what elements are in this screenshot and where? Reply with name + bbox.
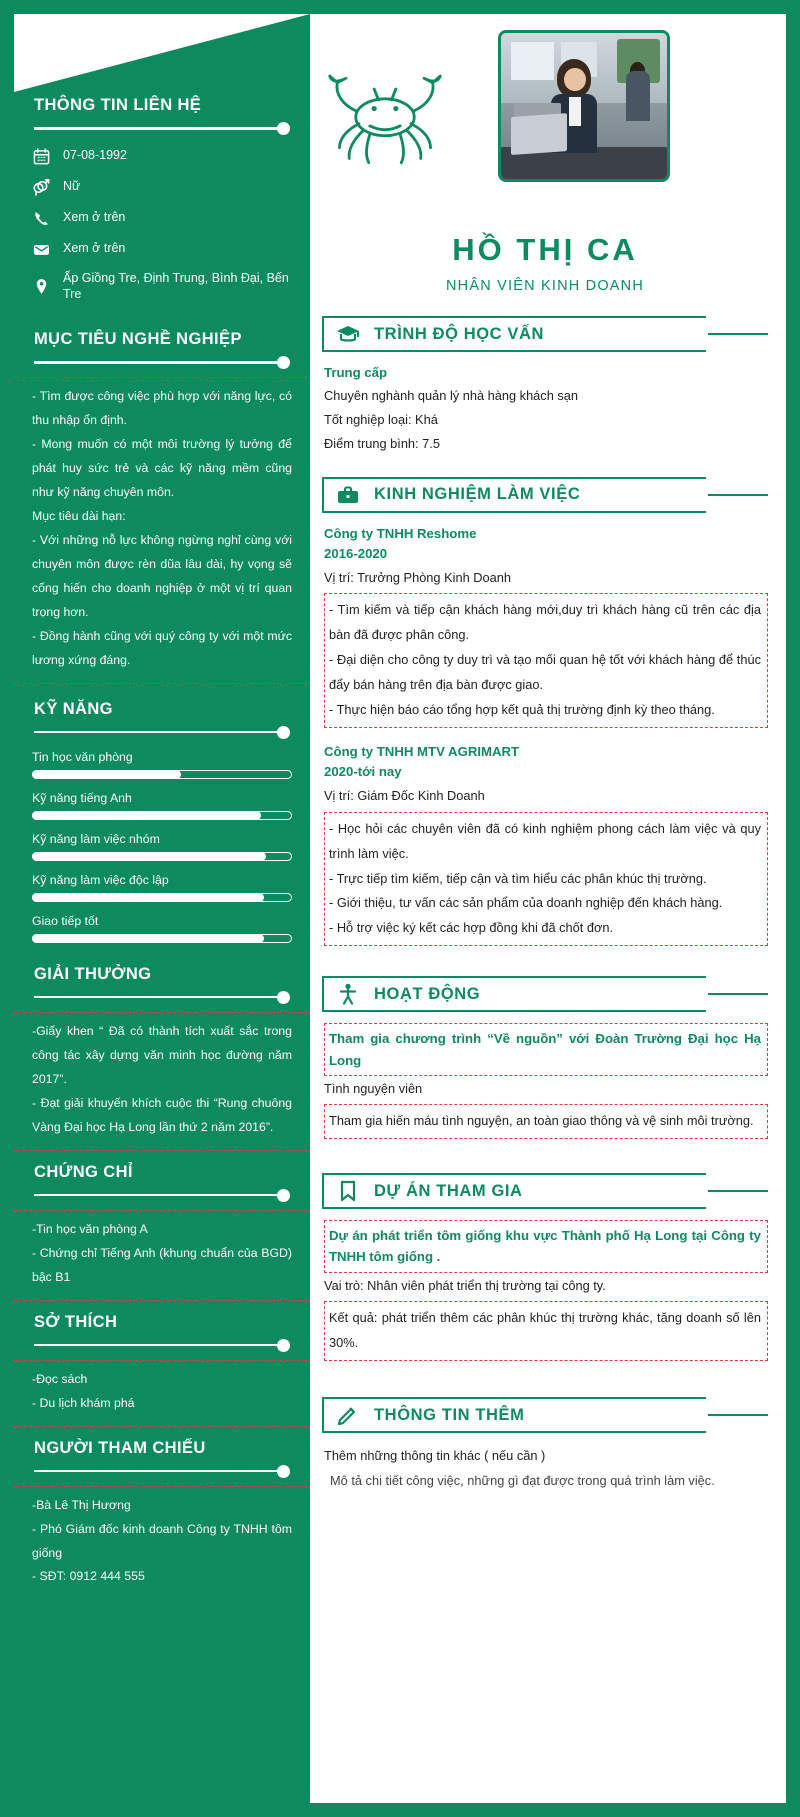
contact-item-address <box>32 271 292 302</box>
activity-detail-box <box>324 1104 768 1139</box>
additional-line-0: Thêm những thông tin khác ( nếu cần ) <box>324 1448 546 1464</box>
divider <box>14 1486 310 1487</box>
page-border-left <box>0 0 14 1817</box>
activity-detail: Tham gia hiến máu tình nguyện, an toàn giao thông và vệ sinh môi trường. <box>329 1113 754 1129</box>
contact-value: 07-08-1992 <box>63 148 127 163</box>
contact-item-gender <box>32 178 292 196</box>
sidebar-section-awards <box>32 965 292 1003</box>
calendar-icon <box>32 147 50 165</box>
hobbies-body <box>32 1368 292 1416</box>
skill-item <box>32 914 292 943</box>
briefcase-icon <box>336 484 360 506</box>
skill-item <box>32 832 292 861</box>
job-company: Công ty TNHH Reshome <box>324 525 477 541</box>
sidebar-title-certificates: CHỨNG CHỈ <box>34 1162 133 1181</box>
duty-item: - Thực hiện báo cáo tổng hợp kết quả thị trường định kỳ theo tháng. <box>329 702 715 718</box>
job-company: Công ty TNHH MTV AGRIMART <box>324 744 520 759</box>
sidebar-rule <box>32 356 292 368</box>
skill-label: Giao tiếp tốt <box>32 913 99 928</box>
job-duties <box>324 593 768 728</box>
skill-label: Kỹ năng tiếng Anh <box>32 790 132 805</box>
award-item: - Đạt giải khuyến khích cuộc thi “Rung chuông Vàng Đại học Hạ Long lần thứ 2 năm 2016”. <box>32 1095 292 1134</box>
sidebar-rule <box>32 1339 292 1351</box>
objective-paragraph: - Tìm được công việc phù hợp với năng lực, có thu nhập ổn định. <box>32 389 292 428</box>
award-item: -Giấy khen “ Đã có thành tích xuất sắc trong công tác xây dựng văn minh học đường năm 2017”. <box>32 1023 292 1086</box>
page-title: HỒ THỊ CA <box>452 232 638 267</box>
experience-job-0 <box>324 524 768 728</box>
contact-item-email <box>32 240 292 258</box>
sidebar-title-hobbies: SỞ THÍCH <box>34 1312 118 1331</box>
hobby-item: - Du lịch khám phá <box>32 1395 135 1410</box>
education-level: Trung cấp <box>324 365 388 380</box>
activity-role: Tình nguyện viên <box>324 1080 423 1096</box>
skills-list <box>32 750 292 943</box>
job-position: Vị trí: Giám Đốc Kinh Doanh <box>324 787 485 803</box>
bookmark-icon <box>336 1180 360 1202</box>
education-body <box>322 363 768 455</box>
additional-line-1: Mô tả chi tiết công việc, những gì đạt được trong quá trình làm việc. <box>330 1473 715 1489</box>
gender-icon <box>32 178 50 196</box>
awards-body <box>32 1020 292 1140</box>
sidebar-section-hobbies <box>32 1313 292 1351</box>
skill-label: Kỹ năng làm việc độc lập <box>32 872 169 887</box>
location-icon <box>32 278 50 296</box>
sidebar-title-awards: GIẢI THƯỞNG <box>34 964 152 983</box>
sidebar <box>14 14 310 1803</box>
activities-body <box>322 1023 768 1139</box>
skill-item <box>32 873 292 902</box>
activity-heading-box <box>324 1023 768 1075</box>
certificates-body <box>32 1218 292 1290</box>
contact-value: Xem ở trên <box>63 210 126 225</box>
section-header-projects <box>322 1173 768 1209</box>
divider <box>14 1300 310 1301</box>
certificate-item: -Tin học văn phòng A <box>32 1221 148 1236</box>
contact-value: Xem ở trên <box>63 241 126 256</box>
sidebar-title-references: NGƯỜI THAM CHIẾU <box>34 1438 206 1457</box>
divider <box>14 1210 310 1211</box>
contact-item-birthdate <box>32 147 292 165</box>
duty-item: - Tìm kiếm và tiếp cận khách hàng mới,duy trì khách hàng cũ trên các địa bàn đã được phân công. <box>329 602 761 643</box>
reference-item: -Bà Lê Thị Hương <box>32 1497 131 1512</box>
sidebar-rule <box>32 1189 292 1201</box>
projects-body <box>322 1220 768 1361</box>
education-line-2: Điểm trung bình: 7.5 <box>324 435 440 451</box>
duty-item: - Đại diện cho công ty duy trì và tạo mối quan hệ tốt với khách hàng để thúc đẩy bán hàng trên địa bàn được giao. <box>329 652 761 693</box>
activity-heading: Tham gia chương trình “Về nguồn” với Đoàn Trường Đại học Hạ Long <box>329 1031 761 1068</box>
page-border-bottom <box>0 1803 800 1817</box>
project-role: Vai trò: Nhân viên phát triển thị trường tại công ty. <box>324 1277 606 1293</box>
avatar <box>498 30 670 182</box>
person-activity-icon <box>336 983 360 1005</box>
page-border-top <box>0 0 800 14</box>
section-title-experience: KINH NGHIỆM LÀM VIỆC <box>374 485 581 504</box>
section-title-activities: HOẠT ĐỘNG <box>374 984 481 1003</box>
sidebar-section-contact <box>32 96 292 134</box>
certificate-item: - Chứng chỉ Tiếng Anh (khung chuẩn của BGD) bậc B1 <box>32 1245 292 1284</box>
skill-bar <box>32 934 292 943</box>
job-period: 2020-tới nay <box>324 764 402 780</box>
project-result: Kết quả: phát triển thêm các phân khúc thị trường khác, tăng doanh số lên 30%. <box>329 1310 761 1351</box>
sidebar-rule <box>32 991 292 1003</box>
sidebar-rule <box>32 122 292 134</box>
reference-item: - Phó Giám đốc kinh doanh Công ty TNHH tôm giống <box>32 1521 292 1560</box>
main-column <box>310 14 786 1803</box>
skill-label: Tin học văn phòng <box>32 749 133 764</box>
objective-body <box>32 385 292 673</box>
divider <box>14 1360 310 1361</box>
project-heading-box <box>324 1220 768 1272</box>
section-title-additional: THÔNG TIN THÊM <box>374 1405 525 1424</box>
graduation-cap-icon <box>336 323 360 345</box>
divider <box>14 1150 310 1151</box>
section-header-activities <box>322 976 768 1012</box>
skill-bar-fill <box>32 811 261 820</box>
skill-bar <box>32 770 292 779</box>
skill-bar-fill <box>32 770 181 779</box>
sidebar-title-contact: THÔNG TIN LIÊN HỆ <box>34 96 202 114</box>
reference-item: - SĐT: 0912 444 555 <box>32 1569 145 1584</box>
section-title-education: TRÌNH ĐỘ HỌC VẤN <box>374 324 545 343</box>
objective-paragraph: - Mong muốn có một môi trường lý tưởng để phát huy sức trẻ và các kỹ năng mềm cũng như kỹ năng chuyên môn. <box>32 437 292 500</box>
objective-paragraph: - Với những nỗ lực không ngừng nghỉ cùng với chuyên môn được rèn dũa lâu dài, hy vọng sẽ cống hiến cho doanh nghiệp ở một vị trí quan trọng hơn. <box>32 533 292 619</box>
sidebar-section-references <box>32 1439 292 1477</box>
contact-value: Nữ <box>63 179 81 194</box>
additional-body <box>322 1444 768 1494</box>
skill-bar <box>32 811 292 820</box>
divider <box>14 1426 310 1427</box>
job-duties <box>324 812 768 947</box>
duty-item: - Hỗ trợ việc ký kết các hợp đồng khi đã chốt đơn. <box>329 920 614 936</box>
skill-item <box>32 791 292 820</box>
sidebar-rule <box>32 1465 292 1477</box>
hobby-item: -Đọc sách <box>32 1371 88 1386</box>
section-title-projects: DỰ ÁN THAM GIA <box>374 1181 523 1200</box>
email-icon <box>32 240 50 258</box>
contact-item-phone <box>32 209 292 227</box>
education-line-0: Chuyên nghành quản lý nhà hàng khách sạn <box>324 388 579 404</box>
education-line-1: Tốt nghiệp loại: Khá <box>324 412 438 428</box>
skill-bar <box>32 852 292 861</box>
sidebar-section-objective <box>32 330 292 368</box>
sidebar-rule <box>32 726 292 738</box>
section-header-additional <box>322 1397 768 1433</box>
experience-job-1 <box>324 742 768 946</box>
sidebar-title-objective: MỤC TIÊU NGHỀ NGHIỆP <box>34 330 242 349</box>
experience-body <box>322 524 768 947</box>
project-heading: Dự án phát triển tôm giống khu vực Thành phố Hạ Long tại Công ty TNHH tôm giống . <box>329 1228 761 1265</box>
skill-bar-fill <box>32 852 267 861</box>
divider <box>14 683 310 684</box>
job-title: NHÂN VIÊN KINH DOANH <box>445 278 645 294</box>
skill-label: Kỹ năng làm việc nhóm <box>32 831 160 846</box>
page-border-right <box>786 0 800 1817</box>
divider <box>14 377 310 378</box>
divider <box>14 1012 310 1013</box>
crab-icon <box>320 54 450 174</box>
references-body <box>32 1494 292 1590</box>
skill-item <box>32 750 292 779</box>
sidebar-section-skills <box>32 700 292 738</box>
job-position: Vị trí: Trưởng Phòng Kinh Doanh <box>324 569 511 585</box>
project-result-box <box>324 1301 768 1361</box>
phone-icon <box>32 209 50 227</box>
duty-item: - Trực tiếp tìm kiếm, tiếp cận và tìm hiểu các phân khúc thị trường. <box>329 870 707 886</box>
pencil-icon <box>336 1404 360 1426</box>
job-period: 2016-2020 <box>324 546 388 562</box>
sidebar-section-certificates <box>32 1163 292 1201</box>
sidebar-title-skills: KỸ NĂNG <box>34 699 113 718</box>
section-header-experience <box>322 477 768 513</box>
duty-item: - Giới thiệu, tư vấn các sản phẩm của doanh nghiệp đến khách hàng. <box>329 895 723 911</box>
contact-value: Ấp Giồng Tre, Định Trung, Bình Đại, Bến Tre <box>63 271 289 301</box>
objective-paragraph: Mục tiêu dài hạn: <box>32 509 126 524</box>
skill-bar-fill <box>32 934 264 943</box>
skill-bar-fill <box>32 893 264 902</box>
skill-bar <box>32 893 292 902</box>
objective-paragraph: - Đồng hành cũng với quý công ty với một mức lương xứng đáng. <box>32 628 292 667</box>
duty-item: - Học hỏi các chuyên viên đã có kinh nghiệm phong cách làm việc và quy trình làm việc. <box>329 820 761 861</box>
section-header-education <box>322 316 768 352</box>
